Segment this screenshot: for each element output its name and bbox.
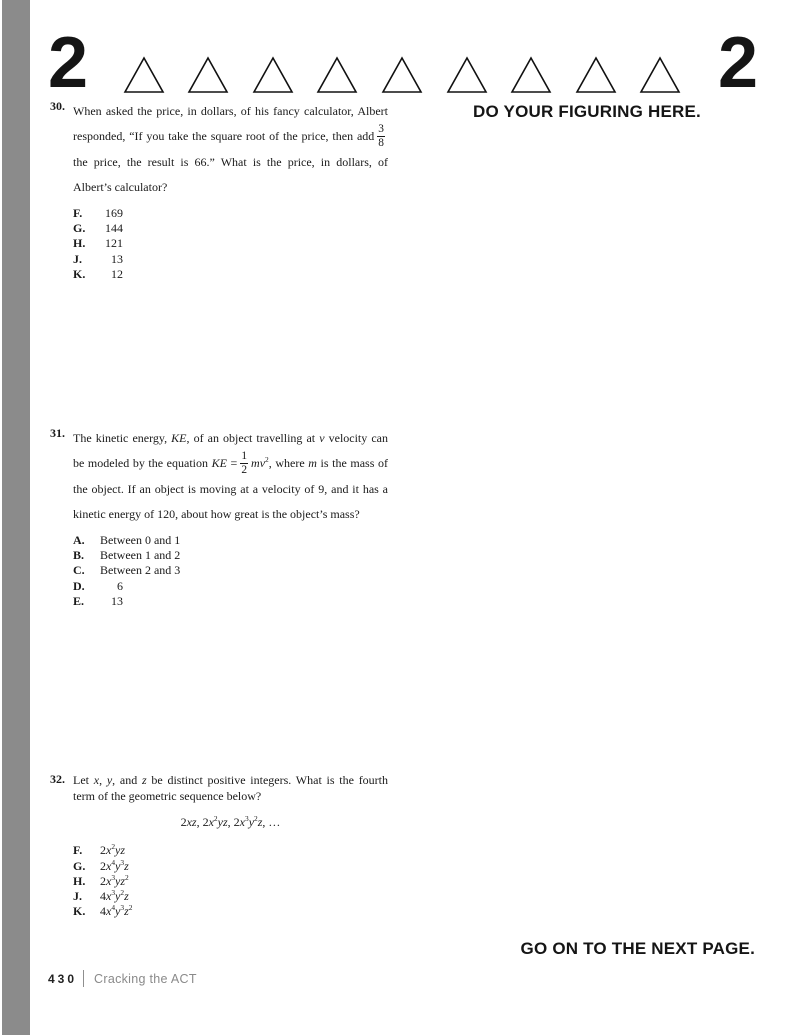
triangle-icon [252,56,294,94]
section-header [48,22,756,103]
choice-value: Between 2 and 3 [100,563,181,578]
choice-letter: B. [73,548,85,563]
choice-letter: J. [73,889,82,904]
answer-choice [73,874,388,889]
answer-choice [73,579,388,594]
choice-value: $4x^4y^3z^2$ [100,903,133,919]
triangle-icon [446,56,488,94]
choice-value: Between 0 and 1 [100,532,181,547]
triangle-icon [123,56,165,94]
choice-letter: H. [73,873,86,888]
answer-choices [73,843,388,919]
binding-strip [2,0,30,1035]
page-footer [48,970,197,987]
triangle-icon [575,56,617,94]
triangle-icon [510,56,552,94]
answer-choice [73,533,388,548]
choice-letter: A. [73,532,85,547]
triangle-icon [381,56,423,94]
answer-choice [73,904,388,919]
fraction: $\frac{3}{8}$ [378,123,384,149]
answer-choice [73,548,388,563]
footer-divider [83,970,84,987]
answer-choice [73,843,388,858]
answer-choices [73,206,388,282]
choice-letter: G. [73,221,86,236]
choice-letter: K. [73,904,86,919]
choice-letter: C. [73,563,85,578]
choice-value: $2x^4y^3z$ [100,857,129,873]
choice-value: 12 [111,266,123,281]
answer-choice [73,859,388,874]
section-number-left: 2 [48,22,87,103]
answer-choice [73,267,388,282]
answer-choices [73,533,388,609]
fraction: $\frac{1}{2}$ [241,450,248,476]
answer-choice [73,563,388,578]
triangle-row [86,56,718,96]
question-text: Let x, y, and z be distinct positive integers. What is the fourth term of the geometric sequence below? [73,773,389,804]
question-head [50,99,388,200]
choice-value: Between 1 and 2 [100,548,181,563]
answer-choice [73,221,388,236]
question-head [50,772,388,804]
choice-letter: K. [73,266,86,281]
choice-value: 169 [105,205,123,220]
choice-letter: E. [73,593,85,608]
question [50,99,388,282]
answer-choice [73,252,388,267]
choice-letter: G. [73,858,86,873]
question-number: 32. [50,772,65,786]
question-number: 31. [50,426,65,440]
triangle-icon [187,56,229,94]
answer-choice [73,594,388,609]
figuring-note: DO YOUR FIGURING HERE. [473,102,701,121]
choice-value: 6 [117,578,123,593]
choice-letter: D. [73,578,85,593]
choice-letter: H. [73,236,86,251]
choice-value: $2x^2yz$ [100,842,126,858]
triangle-icon [639,56,681,94]
section-number-right: 2 [717,22,756,103]
book-title: Cracking the ACT [94,971,197,986]
question-text: The kinetic energy, KE, of an object travelling at v velocity can be modeled by the equation KE = $\frac{1}{2}$ $mv^2$, where m is the mass of the object. If an object is moving at a velocity of 9, and it has a kinetic energy of 120, about how great is the object’s mass? [73,431,388,521]
choice-value: 13 [111,593,123,608]
choice-letter: F. [73,843,83,858]
choice-value: $4x^3y^2z$ [100,888,129,904]
choice-letter: J. [73,251,82,266]
go-on-note: GO ON TO THE NEXT PAGE. [520,939,755,958]
answer-choice [73,236,388,251]
answer-choice [73,889,388,904]
question-head [50,426,388,527]
choice-value: $2x^3yz^2$ [100,872,129,888]
question [50,772,388,920]
question-number: 30. [50,99,65,113]
choice-value: 13 [111,251,123,266]
page-number: 430 [48,971,78,986]
sequence-line: 2xz, $2x^2yz$, $2x^3y^2z$, … [180,814,281,830]
question-text: When asked the price, in dollars, of his fancy calculator, Albert responded, “If you take the square root of the price, then add $\frac{3}{8}$ the price, the result is 66.” What is the price, in dollars, of Albert’s calculator? [73,104,388,194]
question [50,426,388,609]
choice-letter: F. [73,205,83,220]
choice-value: 121 [105,236,123,251]
choice-value: 144 [105,221,123,236]
answer-choice [73,206,388,221]
triangle-icon [316,56,358,94]
